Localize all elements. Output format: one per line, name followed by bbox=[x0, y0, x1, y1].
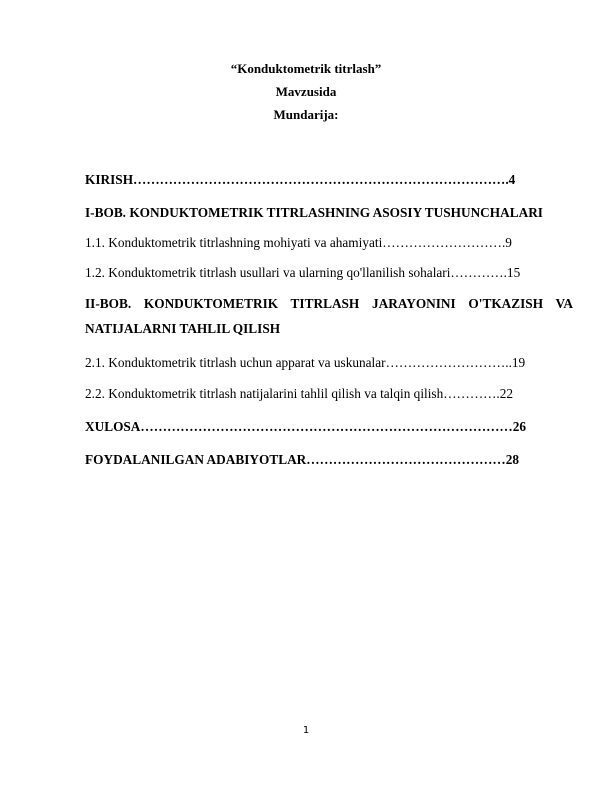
document-subtitle: Mavzusida bbox=[275, 84, 337, 99]
page-number: 1 bbox=[302, 725, 310, 736]
document-title: “Konduktometrik titrlash” bbox=[230, 61, 382, 76]
toc-entry-intro: KIRISH………………………………………………………………………….4 bbox=[85, 172, 516, 187]
contents-heading: Mundarija: bbox=[273, 107, 339, 122]
toc-entry-section-1-1: 1.1. Konduktometrik titrlashning mohiyati va ahamiyati……………………….9 bbox=[85, 235, 512, 250]
toc-entry-chapter-2: II-BOB. KONDUKTOMETRIK TITRLASH JARAYONINI O'TKAZISH VA NATIJALARNI TAHLIL QILISH bbox=[85, 296, 573, 336]
toc-entry-section-1-2: 1.2. Konduktometrik titrlash usullari va ularning qo'llanilish sohalari………….15 bbox=[85, 265, 521, 280]
toc-entry-conclusion: XULOSA…………………………………………………………………………26 bbox=[85, 419, 527, 434]
toc-entry-section-2-1: 2.1. Konduktometrik titrlash uchun apparat va uskunalar………………………..19 bbox=[85, 355, 526, 370]
toc-entry-section-2-2: 2.2. Konduktometrik titrlash natijalarini tahlil qilish va talqin qilish………….22 bbox=[85, 386, 514, 401]
toc-entry-references: FOYDALANILGAN ADABIYOTLAR………………………………………28 bbox=[85, 452, 520, 467]
toc-entry-chapter-1: I-BOB. KONDUKTOMETRIK TITRLASHNING ASOSIY TUSHUNCHALARI bbox=[85, 205, 543, 220]
